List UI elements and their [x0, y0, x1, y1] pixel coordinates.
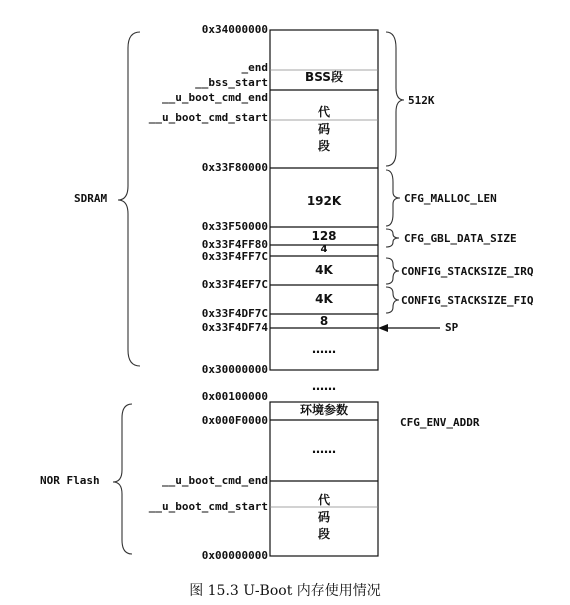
addr-0x33f4df7c: 0x33F4DF7C — [201, 307, 268, 320]
addr-0x00100000: 0x00100000 — [201, 390, 268, 403]
symbol-u-boot-cmd-end: __u_boot_cmd_end — [162, 91, 268, 104]
addr-0x33f4ff7c: 0x33F4FF7C — [201, 250, 268, 263]
symbol-nor-u-boot-cmd-start: __u_boot_cmd_start — [148, 500, 268, 513]
symbol-u-boot-cmd-start: __u_boot_cmd_start — [148, 111, 268, 124]
cell-code-segment: 代码段 — [317, 105, 330, 153]
cell-bss: BSS段 — [305, 70, 343, 84]
label-config-stacksize-irq: CONFIG_STACKSIZE_IRQ — [401, 265, 534, 278]
symbol-end: _end — [241, 61, 268, 74]
label-512k: 512K — [408, 94, 435, 107]
brace-malloc — [386, 170, 400, 226]
figure-caption: 图 15.3 U-Boot 内存使用情况 — [189, 583, 381, 599]
addr-0x000f0000: 0x000F0000 — [201, 414, 268, 427]
addr-0x34000000: 0x34000000 — [201, 23, 268, 36]
cell-irq-4k: 4K — [315, 263, 333, 277]
sdram-label: SDRAM — [74, 192, 108, 205]
symbol-nor-u-boot-cmd-end: __u_boot_cmd_end — [162, 474, 268, 487]
cell-gbl-128: 128 — [311, 229, 337, 243]
symbol-bss-start: __bss_start — [195, 76, 268, 89]
label-cfg-env-addr: CFG_ENV_ADDR — [400, 416, 480, 429]
addr-0x30000000: 0x30000000 — [201, 363, 268, 376]
cell-env-params: 环境参数 — [299, 403, 348, 417]
cell-sdram-ellipsis: …… — [312, 342, 336, 356]
cell-nor-ellipsis: …… — [312, 442, 336, 456]
cell-malloc-192k: 192K — [306, 194, 342, 208]
cell-fiq-4k: 4K — [315, 292, 333, 306]
cell-4: 4 — [320, 244, 328, 255]
brace-gbl — [386, 229, 399, 247]
addr-0x33f4df74: 0x33F4DF74 — [201, 321, 268, 334]
brace-irq — [386, 258, 399, 284]
label-cfg-malloc-len: CFG_MALLOC_LEN — [404, 192, 497, 205]
addr-0x33f50000: 0x33F50000 — [201, 220, 268, 233]
cell-sp-8: 8 — [319, 314, 329, 328]
addr-0x33f80000: 0x33F80000 — [201, 161, 268, 174]
sp-arrow-head — [378, 324, 388, 332]
label-sp: SP — [445, 321, 459, 334]
brace-512k — [386, 32, 404, 166]
gap-ellipsis: …… — [312, 379, 336, 393]
cell-nor-code-segment: 代码段 — [317, 493, 330, 541]
addr-0x33f4ff80: 0x33F4FF80 — [201, 238, 268, 251]
addr-0x00000000: 0x00000000 — [201, 549, 268, 562]
addr-0x33f4ef7c: 0x33F4EF7C — [201, 278, 268, 291]
label-cfg-gbl-data-size: CFG_GBL_DATA_SIZE — [404, 232, 517, 245]
label-config-stacksize-fiq: CONFIG_STACKSIZE_FIQ — [401, 294, 534, 307]
brace-fiq — [386, 287, 399, 313]
nor-flash-label: NOR Flash — [40, 474, 100, 487]
